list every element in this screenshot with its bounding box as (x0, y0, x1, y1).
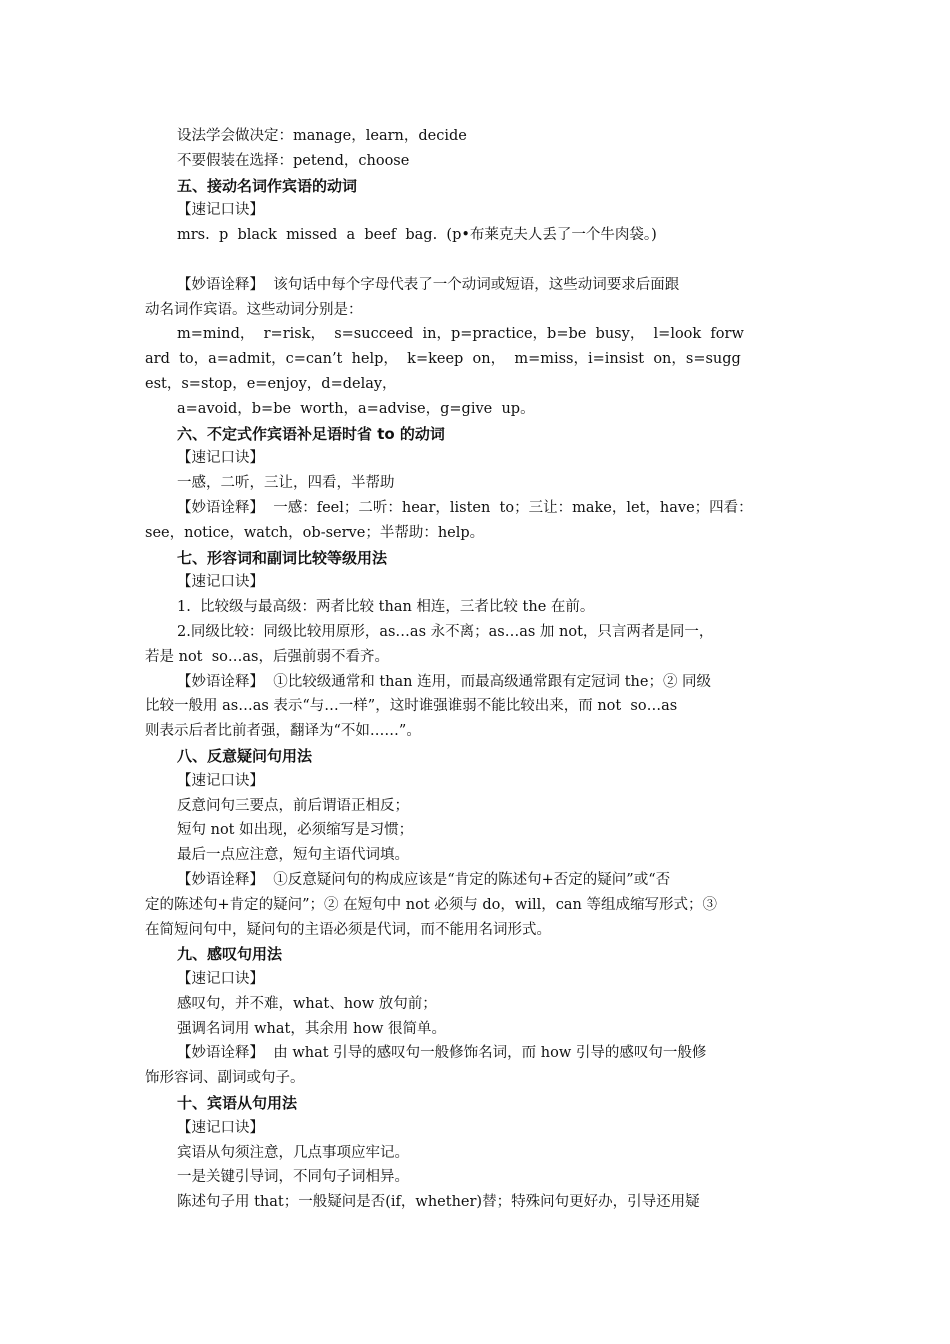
mnemonic-label: 【速记口诀】 (177, 574, 264, 591)
blank-line (145, 248, 765, 273)
text-line: 在简短问句中，疑问句的主语必须是代词，而不能用名词形式。 (145, 921, 551, 938)
explanation-line: 【妙语诠释】 ①反意疑问句的构成应该是“肯定的陈述句+否定的疑问”或“否 (177, 871, 671, 888)
text-line: 定的陈述句+肯定的疑问”；② 在短句中 not 必须与 do，will，can 等组成缩写形式；③ (145, 896, 717, 913)
text-line: 2.同级比较：同级比较用原形，as…as 永不离；as…as 加 not，只言两者是同一， (177, 623, 714, 640)
text-line: 一感，二听，三让，四看，半帮助 (177, 475, 395, 492)
text-line: 陈述句子用 that；一般疑问是否(if，whether)替；特殊问句更好办，引导还用疑 (177, 1194, 700, 1211)
mnemonic-label: 【速记口诀】 (177, 450, 264, 467)
text-line: 最后一点应注意，短句主语代词填。 (177, 847, 409, 864)
text-line: m=mind， r=risk， s=succeed in，p=practice，b=be busy， l=look forw (177, 326, 744, 343)
text-line: 1. 比较级与最高级：两者比较 than 相连，三者比较 the 在前。 (177, 599, 595, 616)
section-heading-6: 六、不定式作宾语补足语时省 to 的动词 (177, 424, 445, 443)
mnemonic-label: 【速记口诀】 (177, 971, 264, 988)
section-heading-8: 八、反意疑问句用法 (177, 746, 313, 765)
text-line: 短句 not 如出现，必须缩写是习惯； (177, 822, 414, 839)
text-line: 则表示后者比前者强，翻译为“不如……”。 (145, 723, 421, 740)
explanation-line: 【妙语诠释】 一感：feel；二听：hear，listen to；三让：make，let，have；四看： (177, 499, 753, 516)
section-heading-7: 七、形容词和副词比较等级用法 (177, 548, 388, 567)
mnemonic-label: 【速记口诀】 (177, 772, 264, 789)
mnemonic-label: 【速记口诀】 (177, 1119, 264, 1136)
text-line: 感叹句，并不难，what、how 放句前； (177, 995, 437, 1012)
text-line: 动名词作宾语。这些动词分别是： (145, 301, 363, 318)
text-line: a=avoid，b=be worth，a=advise，g=give up。 (177, 400, 535, 417)
text-line: 一是关键引导词，不同句子词相异。 (177, 1169, 409, 1186)
text-line: 反意问句三要点，前后谓语正相反； (177, 797, 409, 814)
explanation-line: 【妙语诠释】 ①比较级通常和 than 连用，而最高级通常跟有定冠词 the；② 同级 (177, 673, 712, 690)
text-line: 饰形容词、副词或句子。 (145, 1070, 305, 1087)
text-line: ard to，a=admit，c=can’t help， k=keep on， m=miss，i=insist on，s=sugg (145, 351, 741, 368)
section-heading-10: 十、宾语从句用法 (177, 1094, 298, 1113)
text-line: est，s=stop，e=enjoy，d=delay， (145, 375, 397, 392)
text-line: 比较一般用 as…as 表示“与…一样”，这时谁强谁弱不能比较出来，而 not so…as (145, 698, 678, 715)
document-body (145, 124, 765, 1215)
explanation-line: 【妙语诠释】 由 what 引导的感叹句一般修饰名词，而 how 引导的感叹句一般修 (177, 1045, 707, 1062)
text-line: 强调名词用 what，其余用 how 很简单。 (177, 1020, 447, 1037)
section-heading-9: 九、感叹句用法 (177, 945, 283, 964)
text-line: 不要假装在选择：petend，choose (177, 152, 410, 169)
text-line: 宾语从句须注意，几点事项应牢记。 (177, 1144, 409, 1161)
explanation-line: 【妙语诠释】 该句话中每个字母代表了一个动词或短语，这些动词要求后面跟 (177, 276, 680, 293)
text-line: see，notice，watch，ob-serve；半帮助：help。 (145, 524, 485, 541)
text-line: mrs. p black missed a beef bag. (p•布莱克夫人丢了一个牛肉袋。) (177, 227, 657, 244)
section-heading-5: 五、接动名词作宾语的动词 (177, 176, 358, 195)
text-line: 若是 not so…as，后强前弱不看齐。 (145, 648, 389, 665)
mnemonic-label: 【速记口诀】 (177, 202, 264, 219)
text-line: 设法学会做决定：manage，learn，decide (177, 128, 467, 144)
